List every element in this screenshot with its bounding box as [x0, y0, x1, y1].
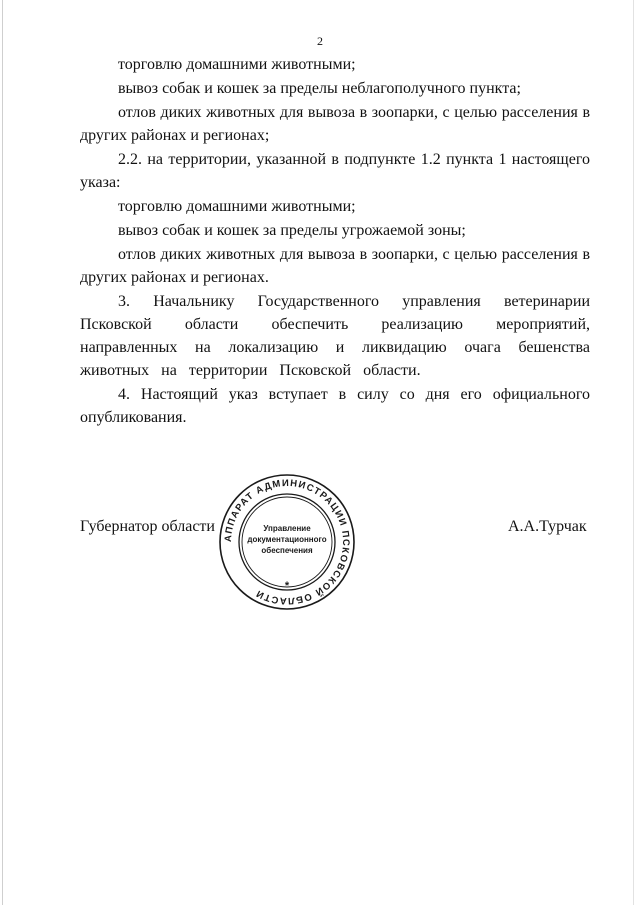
seal-center-line-3: обеспечения [261, 546, 313, 555]
paragraph-4: 2.2. на территории, указанной в подпункте 1.2 пункта 1 настоящего указа: [80, 151, 590, 191]
seal-center-line-1: Управление [263, 524, 311, 533]
page-edge-right [633, 0, 634, 905]
paragraph-6: вывоз собак и кошек за пределы угрожаемой зоны; [118, 222, 466, 239]
paragraph-8: 3. Начальнику Государственного управления ветеринарии Псковской области обеспечить реализацию мероприятий, направленных на локализацию и ликвидацию очага бешенства животных на территории Псковской области. [80, 293, 590, 379]
paragraph-1: торговлю домашними животными; [118, 56, 356, 73]
paragraph-9: 4. Настоящий указ вступает в силу со дня его официального опубликования. [80, 386, 590, 426]
paragraph-3: отлов диких животных для вывоза в зоопарки, с целью расселения в других районах и регионах; [80, 104, 590, 144]
paragraph-2: вывоз собак и кошек за пределы неблагополучного пункта; [118, 80, 521, 97]
seal-outer-text: АППАРАТ АДМИНИСТРАЦИИ ПСКОВСКОЙ ОБЛАСТИ [222, 477, 352, 607]
official-seal [217, 472, 357, 612]
seal-center-line-2: документационного [247, 535, 327, 544]
document-body [80, 53, 590, 429]
page-number: 2 [317, 34, 323, 48]
signature-title: Губернатор области [80, 518, 215, 535]
paragraph-7: отлов диких животных для вывоза в зоопарки, с целью расселения в других районах и регионах. [80, 246, 590, 286]
signature-name: А.А.Турчак [508, 518, 587, 535]
page-edge-left [2, 0, 3, 905]
seal-star: * [284, 580, 290, 592]
paragraph-5: торговлю домашними животными; [118, 198, 356, 215]
